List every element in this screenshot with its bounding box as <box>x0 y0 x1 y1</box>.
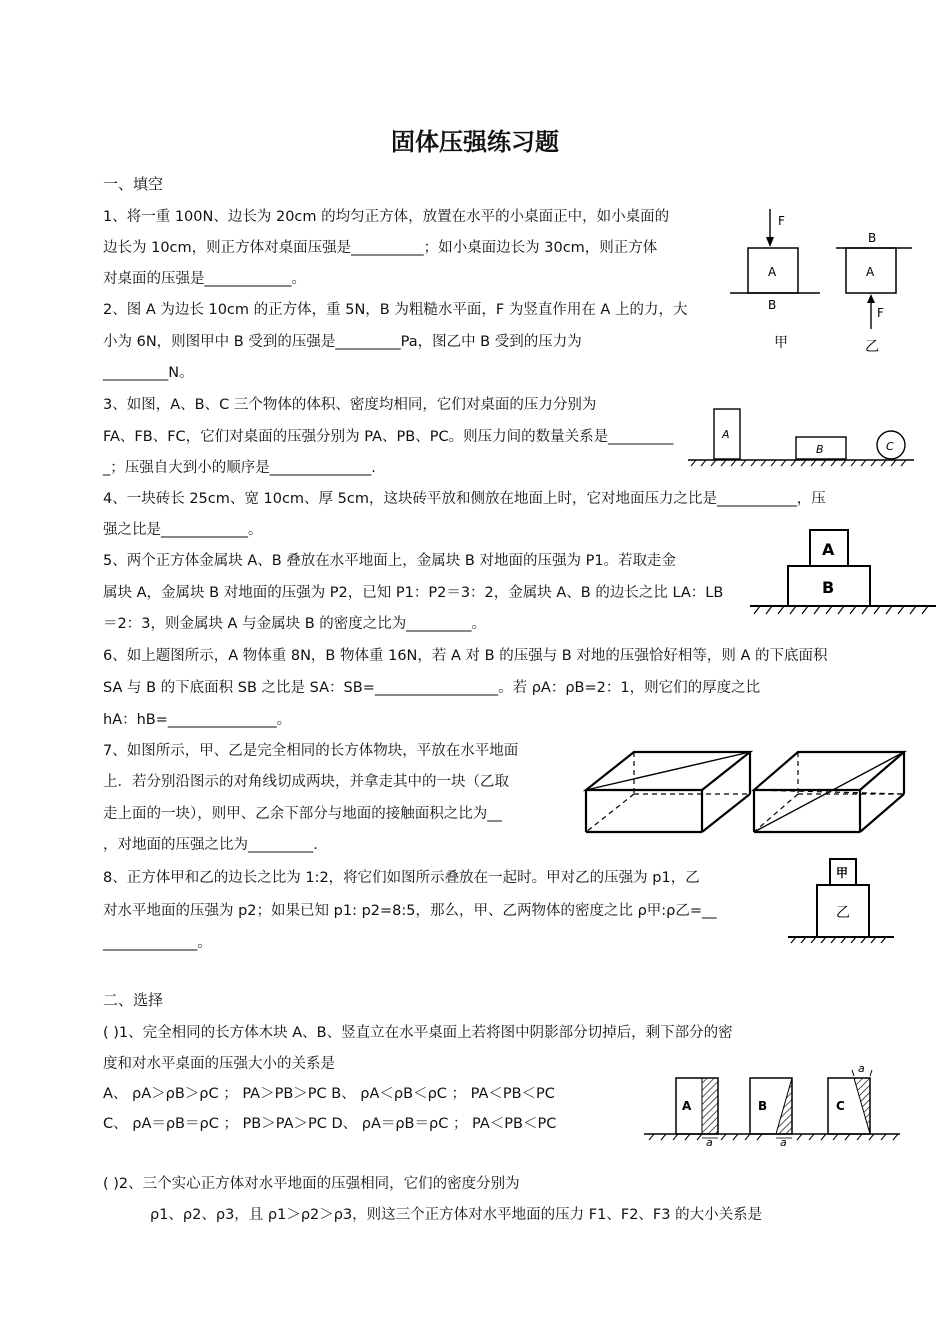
q5-line-2: 属块 A，金属块 B 对地面的压强为 P2，已知 P1：P2＝3：2，金属块 A、B 的边长之比 LA：LB <box>103 585 724 601</box>
cut-width-a-label: a <box>706 1136 713 1149</box>
c1-option-cd: C、 ρA＝ρB＝ρC ； PB＞PA＞PC D、 ρA＝ρB＝ρC ； PA＜PB＜PC <box>103 1116 557 1132</box>
q4-line-1: 4、一块砖长 25cm、宽 10cm、厚 5cm，这块砖平放和侧放在地面上时，它对地面压力之比是___________，压 <box>103 491 826 507</box>
c1-option-ab: A、 ρA＞ρB＞ρC ； PA＞PB＞PC B、 ρA＜ρB＜ρC ； PA＜PB＜PC <box>103 1086 555 1102</box>
q3-line-1: 3、如图，A、B、C 三个物体的体积、密度均相同，它们对桌面的压力分别为 <box>103 397 597 413</box>
object-c-label: C <box>886 440 894 453</box>
q1-line-3: 对桌面的压强是____________。 <box>103 271 306 287</box>
object-b-label: B <box>816 443 824 456</box>
page-title: 固体压强练习题 <box>391 128 559 156</box>
block-a-label-jia: A <box>768 265 777 279</box>
q7-line-3: 走上面的一块），则甲、乙余下部分与地面的接触面积之比为__ <box>103 806 502 822</box>
q5-line-3: ＝2：3，则金属块 A 与金属块 B 的密度之比为_________。 <box>103 616 487 632</box>
figure-q5 <box>748 526 938 626</box>
block-b-label: B <box>758 1099 768 1113</box>
q1-line-2: 边长为 10cm，则正方体对桌面压强是__________；如小桌面边长为 30cm，则正方体 <box>103 240 658 256</box>
figure-q2 <box>728 205 928 355</box>
q8-line-1: 8、正方体甲和乙的边长之比为 1:2，将它们如图所示叠放在一起时。甲对乙的压强为 p1，乙 <box>103 870 700 886</box>
figure-q8 <box>786 855 896 945</box>
q1-line-1: 1、将一重 100N、边长为 20cm 的均匀正方体，放置在水平的小桌面正中，如小桌面的 <box>103 209 670 225</box>
q4-line-2: 强之比是____________。 <box>103 522 263 538</box>
block-a-label: A <box>822 540 835 559</box>
cut-width-c-label: a <box>858 1062 865 1075</box>
figure-q3 <box>686 405 916 470</box>
caption-jia: 甲 <box>774 335 788 351</box>
cut-width-b-label: a <box>780 1136 787 1149</box>
caption-yi: 乙 <box>865 339 879 355</box>
q3-line-3: _；压强自大到小的顺序是______________. <box>103 460 376 476</box>
q7-line-1: 7、如图所示，甲、乙是完全相同的长方体物块，平放在水平地面 <box>103 743 519 759</box>
figure-q7 <box>582 738 912 838</box>
q8-line-2: 对水平地面的压强为 p2；如果已知 p1: p2=8:5，那么，甲、乙两物体的密度之比 ρ甲:ρ乙=__ <box>103 903 717 919</box>
q7-line-4: ，对地面的压强之比为_________. <box>103 837 318 853</box>
surface-b-label-yi: B <box>868 231 877 245</box>
q2-line-3: _________N。 <box>103 365 194 381</box>
block-a-label-yi: A <box>866 265 875 279</box>
figure-c1 <box>642 1058 902 1150</box>
q8-line-3: _____________。 <box>103 935 212 951</box>
block-yi-label: 乙 <box>836 905 850 921</box>
q3-line-2: FA、FB、FC，它们对桌面的压强分别为 PA、PB、PC。则压力间的数量关系是_________ <box>103 429 674 445</box>
q6-line-3: hA：hB=_______________。 <box>103 712 292 728</box>
q6-line-2: SA 与 B 的下底面积 SB 之比是 SA：SB=_________________。若 ρA：ρB=2：1，则它们的厚度之比 <box>103 680 761 696</box>
c2-line-2: ρ1、ρ2、ρ3，且 ρ1＞ρ2＞ρ3，则这三个正方体对水平地面的压力 F1、F2、F3 的大小关系是 <box>150 1207 763 1223</box>
c1-line-2: 度和对水平桌面的压强大小的关系是 <box>103 1056 335 1072</box>
q2-line-2: 小为 6N，则图甲中 B 受到的压强是_________Pa，图乙中 B 受到的压力为 <box>103 334 582 350</box>
block-jia-label: 甲 <box>836 866 849 880</box>
block-b-label: B <box>822 578 835 597</box>
object-a-label: A <box>722 428 730 441</box>
section-heading-choice: 二、选择 <box>103 991 164 1009</box>
force-label-yi: F <box>877 306 884 320</box>
block-c-label: C <box>836 1099 845 1113</box>
c1-line-1: ( )1、完全相同的长方体木块 A、B、竖直立在水平桌面上若将图中阴影部分切掉后，剩下部分的密 <box>103 1025 733 1041</box>
section-heading-fill: 一、填空 <box>103 175 164 193</box>
q6-line-1: 6、如上题图所示，A 物体重 8N，B 物体重 16N，若 A 对 B 的压强与 B 对地的压强恰好相等，则 A 的下底面积 <box>103 648 828 664</box>
q2-line-1: 2、图 A 为边长 10cm 的正方体，重 5N，B 为粗糙水平面，F 为竖直作用在 A 上的力，大 <box>103 302 688 318</box>
force-label-jia: F <box>778 214 785 228</box>
surface-b-label-jia: B <box>768 298 777 312</box>
block-a-label: A <box>682 1099 692 1113</box>
c2-line-1: ( )2、三个实心正方体对水平地面的压强相同，它们的密度分别为 <box>103 1176 520 1192</box>
q7-line-2: 上．若分别沿图示的对角线切成两块，并拿走其中的一块（乙取 <box>103 774 509 790</box>
q5-line-1: 5、两个正方体金属块 A、B 叠放在水平地面上，金属块 B 对地面的压强为 P1。若取走金 <box>103 553 677 569</box>
